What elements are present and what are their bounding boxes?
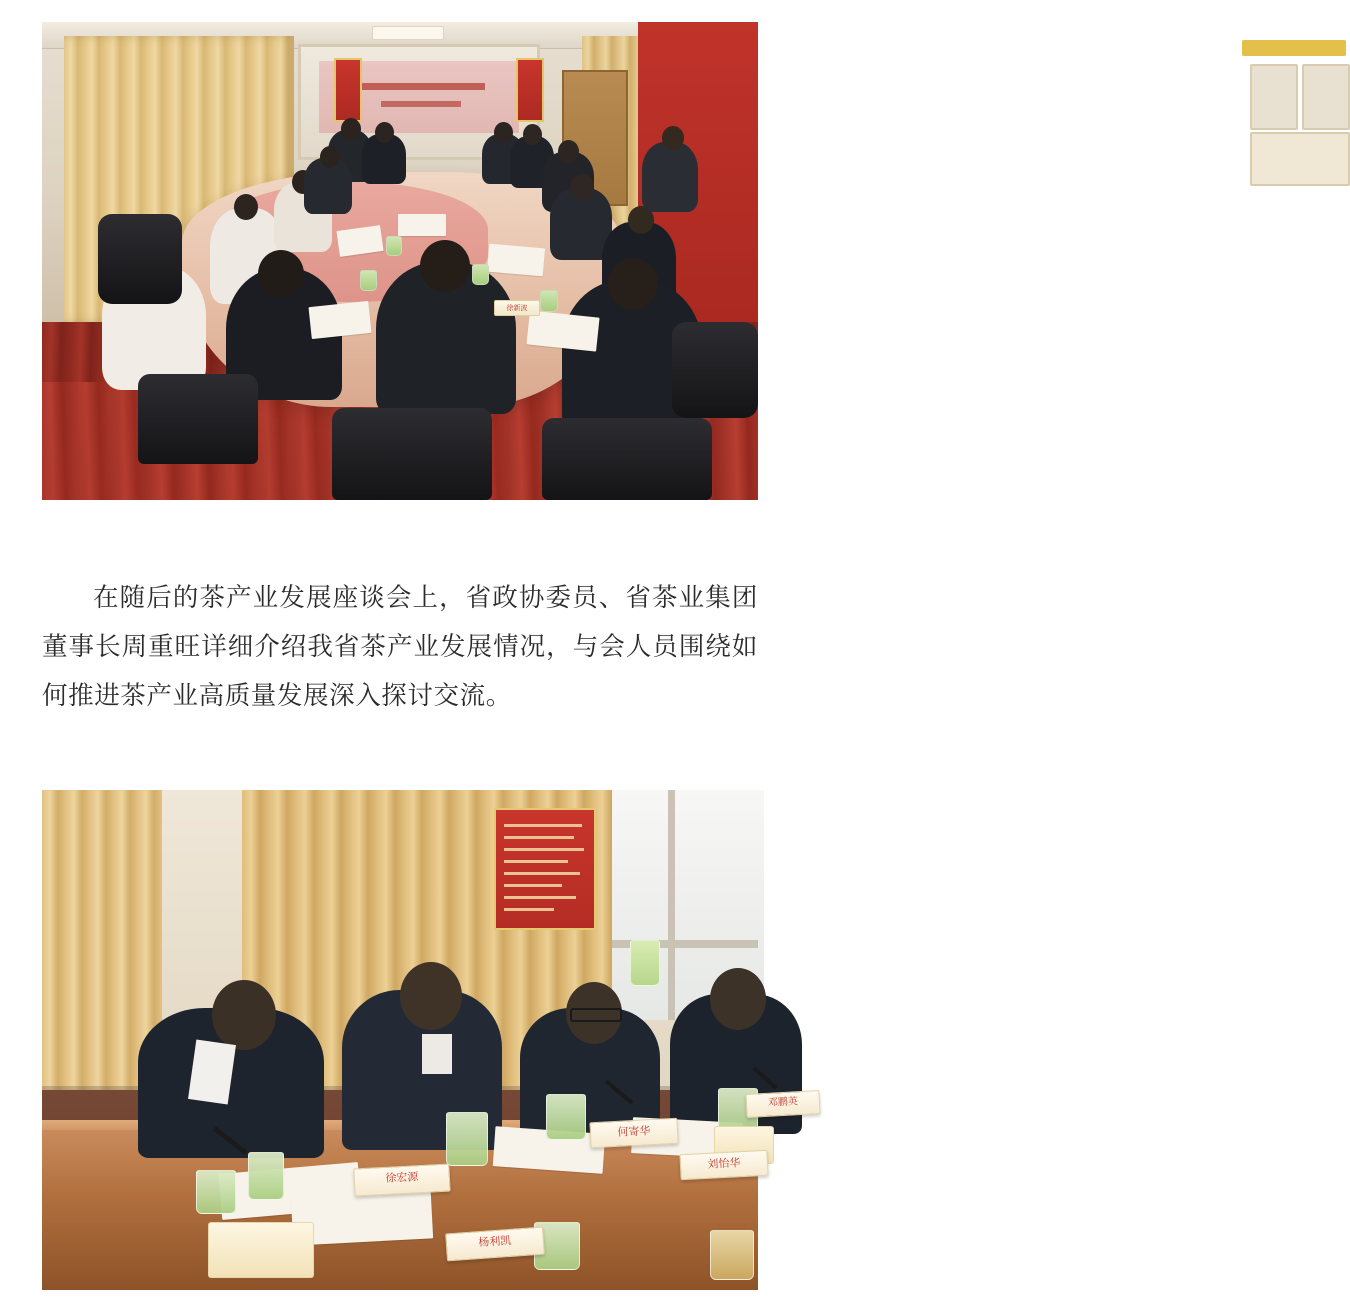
attendee-1-head <box>212 980 276 1050</box>
red-wall-poster <box>494 808 596 930</box>
attendee-3-glasses-icon <box>570 1008 622 1022</box>
poster-line-7 <box>504 896 576 899</box>
nameplate-deng-pengying: 邓鹏英 <box>745 1090 820 1118</box>
poster-line-6 <box>504 884 562 887</box>
seated-attendees-taking-notes-photo <box>42 790 799 1290</box>
window-mullion <box>668 790 675 1020</box>
tea-glass-7 <box>710 1230 754 1280</box>
nameplate-he-jihua: 何寄华 <box>589 1118 678 1149</box>
chair-front-1 <box>138 374 258 464</box>
tea-cup-2 <box>472 264 489 285</box>
attendee-2-head <box>400 962 462 1030</box>
attendee-far-4-head <box>523 124 542 145</box>
document-paper-4 <box>526 310 599 351</box>
poster-line-4 <box>504 860 568 863</box>
wall-banner <box>1242 40 1346 56</box>
tea-glass-3 <box>446 1112 488 1166</box>
attendee-left-dark-1-head <box>320 146 340 168</box>
nameplate-yang-likai: 杨利凯 <box>445 1227 545 1262</box>
ceiling-light-icon <box>372 26 444 40</box>
attendee-far-3-head <box>494 122 513 143</box>
tea-glass-1 <box>196 1170 236 1214</box>
chair-right-1 <box>672 322 758 418</box>
wall-board-2 <box>1302 64 1350 130</box>
nameplate-liu-yihua: 刘怡华 <box>679 1150 768 1181</box>
poster-line-3 <box>504 848 584 851</box>
window-sill <box>598 940 758 948</box>
attendee-2-shirt-collar <box>422 1034 452 1074</box>
screen-title-line <box>359 83 485 90</box>
attendee-far-1-head <box>341 118 361 140</box>
attendee-front-left-head <box>258 250 304 298</box>
conference-room-round-table-photo <box>42 22 758 500</box>
nameplate-top-1: 徐新波 <box>494 300 540 316</box>
attendee-standing-right <box>642 142 698 212</box>
tissue-box-1 <box>208 1222 314 1278</box>
attendee-4-head <box>710 968 766 1030</box>
tea-cup-4 <box>360 270 377 291</box>
attendee-front-center-head <box>420 240 470 292</box>
chair-front-3 <box>542 418 712 500</box>
attendee-right-2-head <box>570 174 594 200</box>
tea-glass-2 <box>248 1152 284 1200</box>
red-poster-left <box>334 58 362 122</box>
attendee-standing-right-head <box>662 126 684 150</box>
nameplate-xu-hongyuan: 徐宏源 <box>353 1164 450 1197</box>
document-paper-2 <box>308 301 371 339</box>
tea-glass-window-sill <box>630 940 660 986</box>
poster-line-2 <box>504 836 574 839</box>
screen-subtitle-line <box>381 101 461 107</box>
document-paper-3 <box>487 244 545 277</box>
tea-cup-3 <box>540 290 558 312</box>
tea-glass-4 <box>546 1094 586 1140</box>
attendee-left-white-1-head <box>234 194 258 220</box>
poster-line-5 <box>504 872 580 875</box>
attendee-far-2-head <box>375 122 394 143</box>
wall-board-3 <box>1250 132 1350 186</box>
attendee-right-1-head <box>558 140 579 163</box>
poster-line-8 <box>504 908 554 911</box>
chair-left-1 <box>98 214 182 304</box>
chair-front-2 <box>332 408 492 500</box>
wall-board-1 <box>1250 64 1298 130</box>
attendee-front-right-head <box>608 258 658 310</box>
article-paragraph: 在随后的茶产业发展座谈会上，省政协委员、省茶业集团董事长周重旺详细介绍我省茶产业发展情况，与会人员围绕如何推进茶产业高质量发展深入探讨交流。 <box>42 582 758 711</box>
tea-cup-1 <box>386 236 402 256</box>
poster-line-1 <box>504 824 582 827</box>
attendee-1-shirt-collar <box>188 1040 236 1105</box>
red-poster-right <box>516 58 544 122</box>
document-paper-5 <box>398 214 446 236</box>
